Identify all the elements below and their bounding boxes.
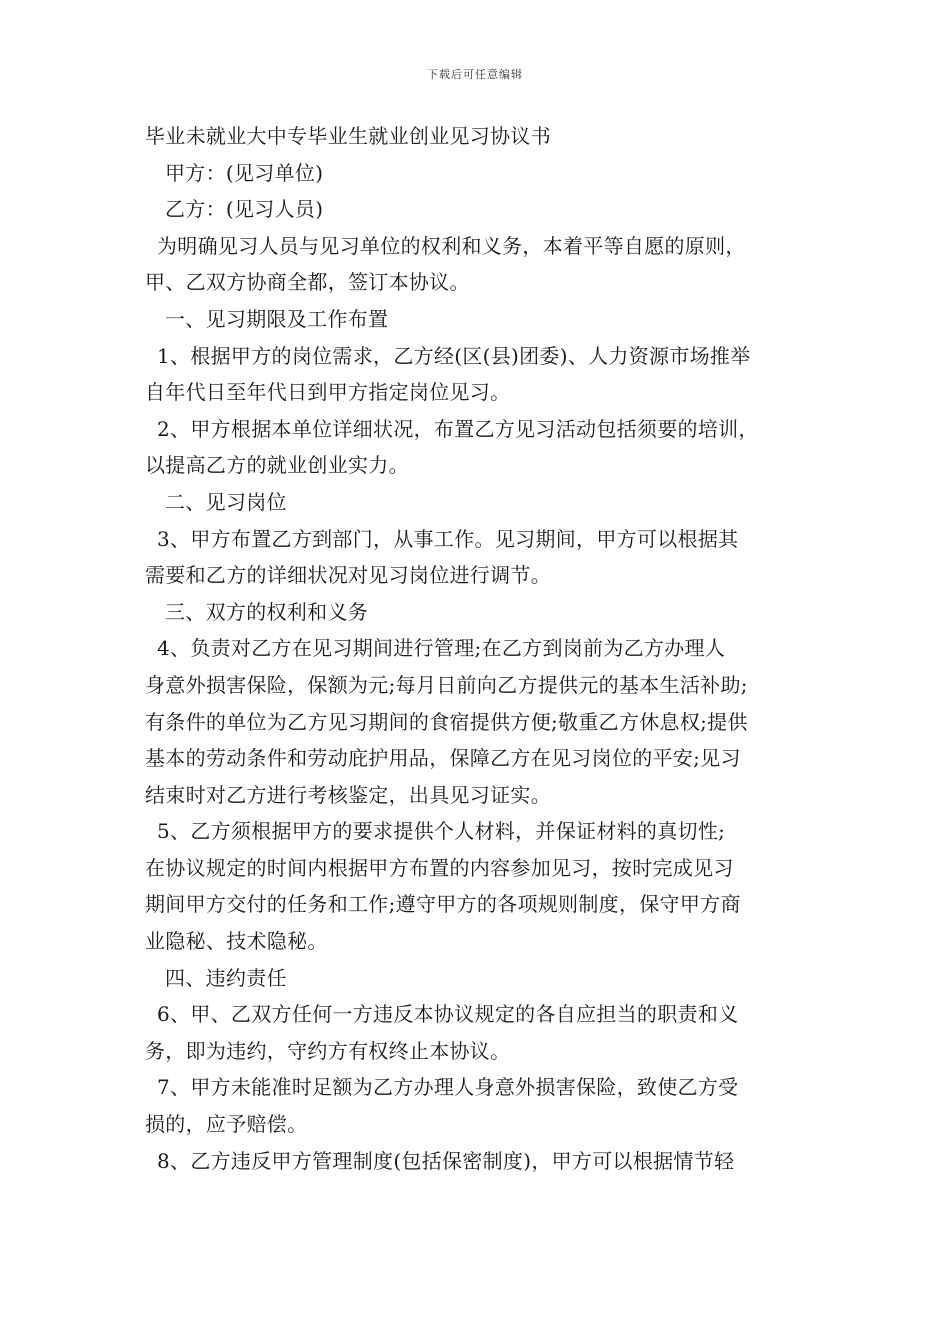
section-heading: 三、双方的权利和义务 (165, 599, 368, 624)
section-heading: 二、见习岗位 (165, 489, 287, 514)
paragraph-line: 自年代日至年代日到甲方指定岗位见习。 (145, 380, 511, 405)
paragraph-line: 5、乙方须根据甲方的要求提供个人材料，并保证材料的真切性; (157, 819, 726, 844)
paragraph-line: 为明确见习人员与见习单位的权利和义务，本着平等自愿的原则， (157, 233, 746, 258)
page-header-note: 下载后可任意编辑 (427, 68, 523, 81)
paragraph-line: 6、甲、乙双方任何一方违反本协议规定的各自应担当的职责和义 (157, 1002, 739, 1027)
section-heading: 一、见习期限及工作布置 (165, 306, 389, 331)
paragraph-line: 身意外损害保险，保额为元;每月日前向乙方提供元的基本生活补助; (145, 672, 748, 697)
paragraph-line: 有条件的单位为乙方见习期间的食宿提供方便;敬重乙方休息权;提供 (145, 709, 748, 734)
party-b-line: 乙方：(见习人员) (165, 197, 324, 222)
paragraph-line: 结束时对乙方进行考核鉴定，出具见习证实。 (145, 782, 551, 807)
paragraph-line: 业隐秘、技术隐秘。 (145, 929, 328, 954)
paragraph-line: 7、甲方未能准时足额为乙方办理人身意外损害保险，致使乙方受 (157, 1075, 739, 1100)
paragraph-line: 期间甲方交付的任务和工作;遵守甲方的各项规则制度，保守甲方商 (145, 892, 741, 917)
document-title: 毕业未就业大中专毕业生就业创业见习协议书 (145, 124, 551, 148)
paragraph-line: 甲、乙双方协商全都，签订本协议。 (145, 270, 470, 295)
paragraph-line: 基本的劳动条件和劳动庇护用品，保障乙方在见习岗位的平安;见习 (145, 746, 741, 771)
paragraph-line: 3、甲方布置乙方到部门，从事工作。见习期间，甲方可以根据其 (157, 526, 739, 551)
paragraph-line: 损的，应予赔偿。 (145, 1112, 308, 1137)
paragraph-line: 2、甲方根据本单位详细状况，布置乙方见习活动包括须要的培训， (157, 416, 759, 441)
paragraph-line: 4、负责对乙方在见习期间进行管理;在乙方到岗前为乙方办理人 (157, 636, 726, 661)
paragraph-line: 8、乙方违反甲方管理制度(包括保密制度)，甲方可以根据情节轻 (157, 1148, 735, 1173)
paragraph-line: 务，即为违约，守约方有权终止本协议。 (145, 1038, 511, 1063)
paragraph-line: 1、根据甲方的岗位需求，乙方经(区(县)团委)、人力资源市场推举 (157, 343, 751, 368)
section-heading: 四、违约责任 (165, 965, 287, 990)
document-body (145, 118, 810, 1179)
paragraph-line: 以提高乙方的就业创业实力。 (145, 453, 409, 478)
paragraph-line: 需要和乙方的详细状况对见习岗位进行调节。 (145, 563, 551, 588)
party-a-line: 甲方：(见习单位) (165, 160, 324, 185)
paragraph-line: 在协议规定的时间内根据甲方布置的内容参加见习，按时完成见习 (145, 855, 734, 880)
